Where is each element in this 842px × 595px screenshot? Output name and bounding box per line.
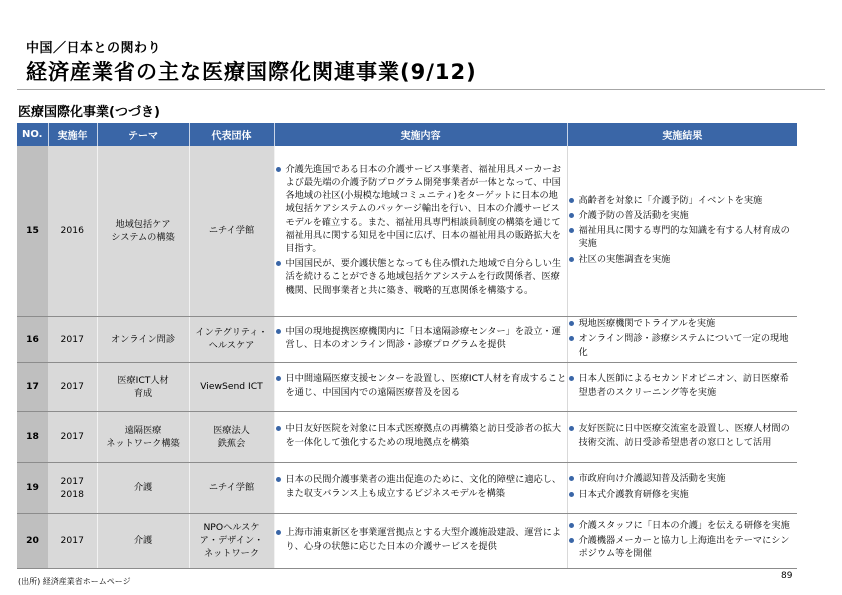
title-divider xyxy=(17,89,825,90)
bullet-dot-icon xyxy=(569,376,574,381)
bullet-dot-icon xyxy=(569,538,574,543)
bullet-dot-icon xyxy=(569,321,574,326)
content-list xyxy=(275,473,567,499)
row-content xyxy=(274,462,567,513)
page-number: 89 xyxy=(781,571,793,581)
bullet-item xyxy=(275,526,567,552)
org-line: ネットワーク xyxy=(203,548,260,559)
bullet-text: 日本式介護教育研修を実施 xyxy=(578,488,689,500)
results-list xyxy=(568,317,798,359)
content-list xyxy=(275,422,567,448)
row-content xyxy=(274,146,567,316)
bullet-text: オンライン問診・診療システムについて一定の現地化 xyxy=(578,333,789,358)
bullet-dot-icon xyxy=(569,523,574,528)
content-list xyxy=(275,372,567,398)
bullet-text: 友好医院に日中医療交流室を設置し、医療人材間の技術交流、訪日受診希望患者の窓口として活用 xyxy=(578,423,790,448)
bullet-item xyxy=(568,253,798,266)
bullet-text: 現地医療機関でトライアルを実施 xyxy=(578,318,716,330)
bullet-item xyxy=(275,257,567,297)
row-organization xyxy=(189,411,274,462)
bullet-dot-icon xyxy=(276,530,281,535)
row-organization xyxy=(189,146,274,316)
org-line: NPOヘルスケ xyxy=(203,522,260,533)
row-number: 18 xyxy=(17,411,48,462)
row-number: 17 xyxy=(17,362,48,411)
source-note: (出所) 経済産業省ホームページ xyxy=(18,577,131,586)
bullet-text: 福祉用具に関する専門的な知識を有する人材育成の実施 xyxy=(578,225,790,250)
table-row xyxy=(17,462,797,513)
results-list xyxy=(568,372,798,398)
column-header-content: 実施内容 xyxy=(274,123,567,146)
row-theme xyxy=(97,462,189,513)
bullet-dot-icon xyxy=(569,213,574,218)
bullet-item xyxy=(568,519,798,532)
table-row xyxy=(17,411,797,462)
column-header-theme: テーマ xyxy=(97,123,189,146)
year-line: 2017 xyxy=(60,333,84,345)
bullet-item xyxy=(568,332,798,358)
projects-table xyxy=(17,123,797,569)
table-row xyxy=(17,513,797,568)
org-line: 鉄蕉会 xyxy=(217,437,246,449)
row-year xyxy=(48,411,97,462)
bullet-item xyxy=(568,488,798,501)
bullet-text: 日本の民間介護事業者の進出促進のために、文化的障壁に適応し、また収支バランス上も成立するビジネスモデルを構築 xyxy=(285,474,562,499)
bullet-text: 日本人医師によるセカンドオピニオン、訪日医療希望患者のスクリーニング等を実施 xyxy=(578,373,789,398)
column-header-year: 実施年 xyxy=(48,123,97,146)
bullet-dot-icon xyxy=(569,492,574,497)
bullet-item xyxy=(568,317,798,330)
row-results xyxy=(567,362,797,411)
row-year xyxy=(48,316,97,362)
org-line: ViewSend ICT xyxy=(200,381,263,392)
org-line: 医療法人 xyxy=(213,424,250,436)
row-year xyxy=(48,462,97,513)
theme-line: 遠隔医療 xyxy=(124,424,162,436)
row-organization xyxy=(189,513,274,568)
row-theme xyxy=(97,316,189,362)
bullet-text: 介護スタッフに「日本の介護」を伝える研修を実施 xyxy=(578,519,790,531)
page-kicker: 中国／日本との関わり xyxy=(26,41,162,56)
bullet-item xyxy=(568,224,798,250)
bullet-dot-icon xyxy=(276,167,281,172)
bullet-item xyxy=(275,163,567,255)
row-theme xyxy=(97,362,189,411)
bullet-text: 市政府向け介護認知普及活動を実施 xyxy=(578,473,726,485)
year-line: 2017 xyxy=(60,535,84,546)
bullet-text: 高齢者を対象に「介護予防」イベントを実施 xyxy=(578,194,763,206)
content-list xyxy=(275,526,567,552)
row-organization xyxy=(189,362,274,411)
bullet-dot-icon xyxy=(276,477,281,482)
bullet-text: 介護予防の普及活動を実施 xyxy=(578,209,689,221)
bullet-dot-icon xyxy=(569,228,574,233)
org-line: ニチイ学館 xyxy=(208,482,255,493)
bullet-item xyxy=(568,372,798,398)
row-year xyxy=(48,513,97,568)
row-theme xyxy=(97,146,189,316)
bullet-dot-icon xyxy=(569,336,574,341)
row-content xyxy=(274,513,567,568)
row-results xyxy=(567,462,797,513)
bullet-item xyxy=(275,422,567,448)
row-number: 19 xyxy=(17,462,48,513)
theme-line: 介護 xyxy=(133,535,153,546)
row-year xyxy=(48,146,97,316)
results-list xyxy=(568,519,798,561)
table-header-row xyxy=(17,123,797,146)
theme-line: 育成 xyxy=(133,387,153,399)
bullet-text: 社区の実態調査を実施 xyxy=(578,253,671,265)
bullet-dot-icon xyxy=(569,198,574,203)
bullet-item xyxy=(568,209,798,222)
year-line: 2018 xyxy=(60,488,84,500)
year-line: 2017 xyxy=(60,475,84,487)
column-header-organization: 代表団体 xyxy=(189,123,274,146)
year-line: 2017 xyxy=(60,431,84,442)
bullet-dot-icon xyxy=(276,426,281,431)
theme-line: ネットワーク構築 xyxy=(106,437,180,449)
results-list xyxy=(568,194,798,266)
org-line: ニチイ学館 xyxy=(208,225,255,237)
year-line: 2016 xyxy=(60,225,84,237)
table-row xyxy=(17,146,797,316)
column-header-results: 実施結果 xyxy=(567,123,797,146)
bullet-dot-icon xyxy=(569,476,574,481)
row-theme xyxy=(97,513,189,568)
content-list xyxy=(275,163,567,297)
bullet-item xyxy=(568,534,798,560)
row-organization xyxy=(189,316,274,362)
org-line: インテグリティ・ xyxy=(195,327,268,338)
bullet-item xyxy=(275,372,567,398)
row-organization xyxy=(189,462,274,513)
column-header-no: NO. xyxy=(17,123,48,146)
bullet-dot-icon xyxy=(276,329,281,334)
page-title: 経済産業省の主な医療国際化関連事業(9/12) xyxy=(26,60,477,84)
row-year xyxy=(48,362,97,411)
section-heading: 医療国際化事業(つづき) xyxy=(18,105,160,120)
bullet-item xyxy=(568,472,798,485)
bullet-dot-icon xyxy=(569,257,574,262)
row-number: 20 xyxy=(17,513,48,568)
theme-line: オンライン問診 xyxy=(110,333,176,345)
bullet-text: 上海市浦東新区を事業運営拠点とする大型介護施設建設、運営により、心身の状態に応じた日本の介護サービスを提供 xyxy=(285,527,562,552)
theme-line: システムの構築 xyxy=(111,231,175,243)
bullet-text: 介護先進国である日本の介護サービス事業者、福祉用具メーカーおよび最先端の介護予防プログラム開発事業者が一体となって、中国各地域の社区(小規模な地域コミュニティ)をターゲットに日本の地域包括ケアシステムのパッケージ輸出を行い、日本の介護サービスモデルを確立する。また、福祉用具専門相談員制度の構築を通じて福祉用具に関する知見を中国に広げ、日本の福祉用具の販路拡大を目指す。 xyxy=(285,163,561,254)
bullet-text: 介護機器メーカーと協力し上海進出をテーマにシンポジウム等を開催 xyxy=(578,534,790,560)
bullet-text: 中国国民が、要介護状態となっても住み慣れた地域で自分らしい生活を続けることができる地域包括ケアシステムを行政関係者、医療機関、民間事業者と共に築き、戦略的互恵関係を構築する。 xyxy=(285,258,562,296)
bullet-item xyxy=(275,325,567,351)
results-list xyxy=(568,472,798,500)
bullet-item xyxy=(568,194,798,207)
bullet-item xyxy=(568,422,798,448)
bullet-text: 日中間遠隔医療支援センターを設置し、医療ICT人材を育成することを通じ、中国国内での遠隔医療普及を図る xyxy=(285,373,567,398)
row-results xyxy=(567,411,797,462)
row-number: 16 xyxy=(17,316,48,362)
bullet-dot-icon xyxy=(276,261,281,266)
year-line: 2017 xyxy=(60,381,84,392)
row-content xyxy=(274,362,567,411)
theme-line: 医療ICT人材 xyxy=(117,374,169,386)
theme-line: 地域包括ケア xyxy=(115,218,171,230)
org-line: ア・デザイン・ xyxy=(199,535,264,546)
row-theme xyxy=(97,411,189,462)
results-list xyxy=(568,422,798,448)
table-row xyxy=(17,316,797,362)
row-results xyxy=(567,513,797,568)
bullet-dot-icon xyxy=(276,376,281,381)
table-row xyxy=(17,362,797,411)
bullet-text: 中日友好医院を対象に日本式医療拠点の再構築と訪日受診者の拡大を一体化して強化するための現地拠点を構築 xyxy=(285,423,562,448)
row-content xyxy=(274,411,567,462)
theme-line: 介護 xyxy=(133,482,153,493)
bullet-text: 中国の現地提携医療機関内に「日本遠隔診療センター」を設立・運営し、日本のオンライン問診・診療プログラムを提供 xyxy=(285,325,561,350)
content-list xyxy=(275,325,567,351)
row-results xyxy=(567,316,797,362)
org-line: ヘルスケア xyxy=(208,340,255,351)
bullet-dot-icon xyxy=(569,426,574,431)
row-results xyxy=(567,146,797,316)
row-content xyxy=(274,316,567,362)
row-number: 15 xyxy=(17,146,48,316)
bullet-item xyxy=(275,473,567,499)
